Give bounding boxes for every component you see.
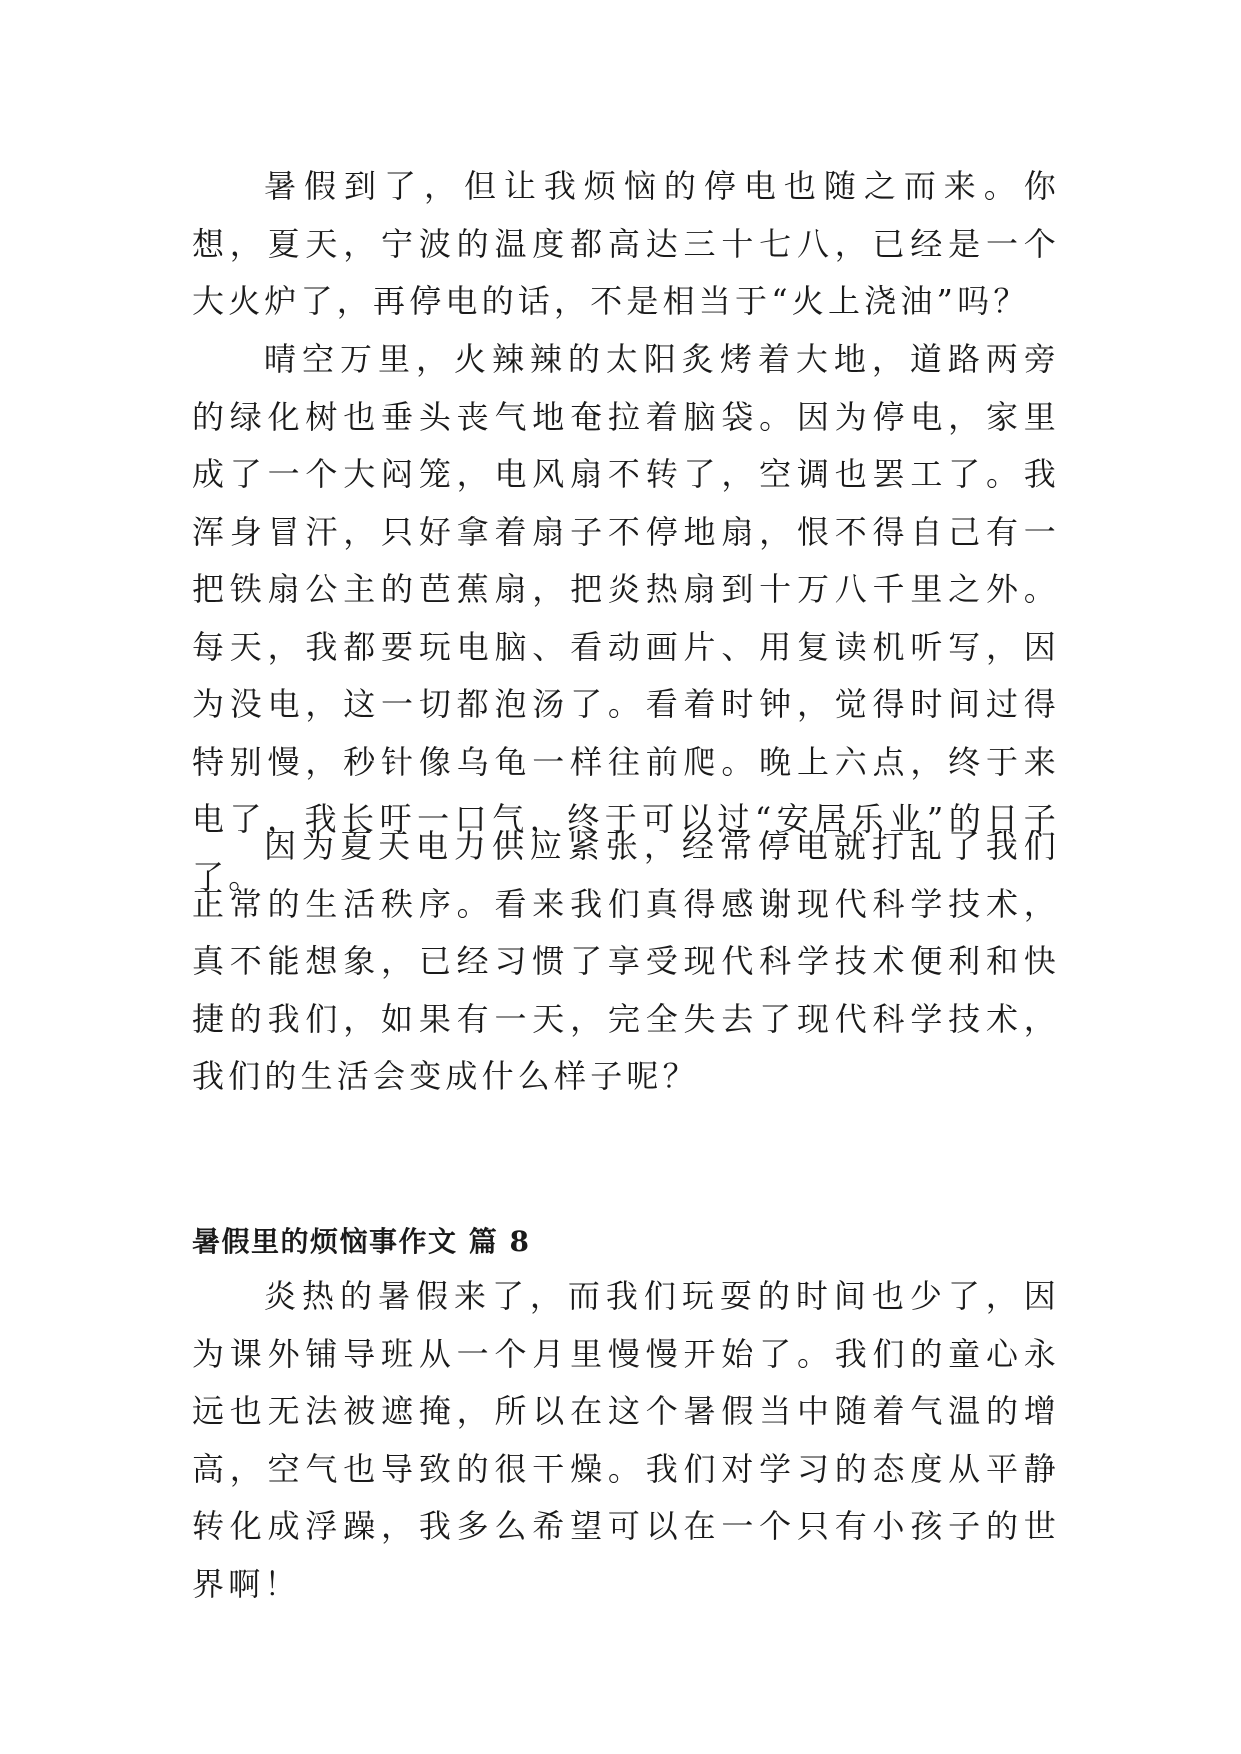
essay-paragraph-2: 晴空万里，火辣辣的太阳炙烤着大地，道路两旁的绿化树也垂头丧气地奄拉着脑袋。因为停电，家里成了一个大闷笼，电风扇不转了，空调也罢工了。我浑身冒汗，只好拿着扇子不停地扇，恨不得自己有一把铁扇公主的芭蕉扇，把炎热扇到十万八千里之外。每天，我都要玩电脑、看动画片、用复读机听写，因为没电，这一切都泡汤了。看着时钟，觉得时间过得特别慢，秒针像乌龟一样往前爬。晚上六点，终于来电了，我长吁一口气，终于可以过“安居乐业”的日子了。 [192, 340, 1060, 896]
section-heading: 暑假里的烦恼事作文 篇 8 [192, 1225, 531, 1258]
section-paragraph-1: 炎热的暑假来了，而我们玩耍的时间也少了，因为课外铺导班从一个月里慢慢开始了。我们的童心永远也无法被遮掩，所以在这个暑假当中随着气温的增高，空气也导致的很干燥。我们对学习的态度从平静转化成浮躁，我多么希望可以在一个只有小孩子的世界啊！ [192, 1277, 1060, 1603]
essay-paragraph-1: 暑假到了，但让我烦恼的停电也随之而来。你想，夏天，宁波的温度都高达三十七八，已经是一个大火炉了，再停电的话，不是相当于“火上浇油”吗？ [192, 167, 1060, 320]
essay-paragraph-3: 因为夏天电力供应紧张，经常停电就打乱了我们正常的生活秩序。看来我们真得感谢现代科学技术，真不能想象，已经习惯了享受现代科学技术便利和快捷的我们，如果有一天，完全失去了现代科学技术，我们的生活会变成什么样子呢？ [192, 827, 1060, 1095]
